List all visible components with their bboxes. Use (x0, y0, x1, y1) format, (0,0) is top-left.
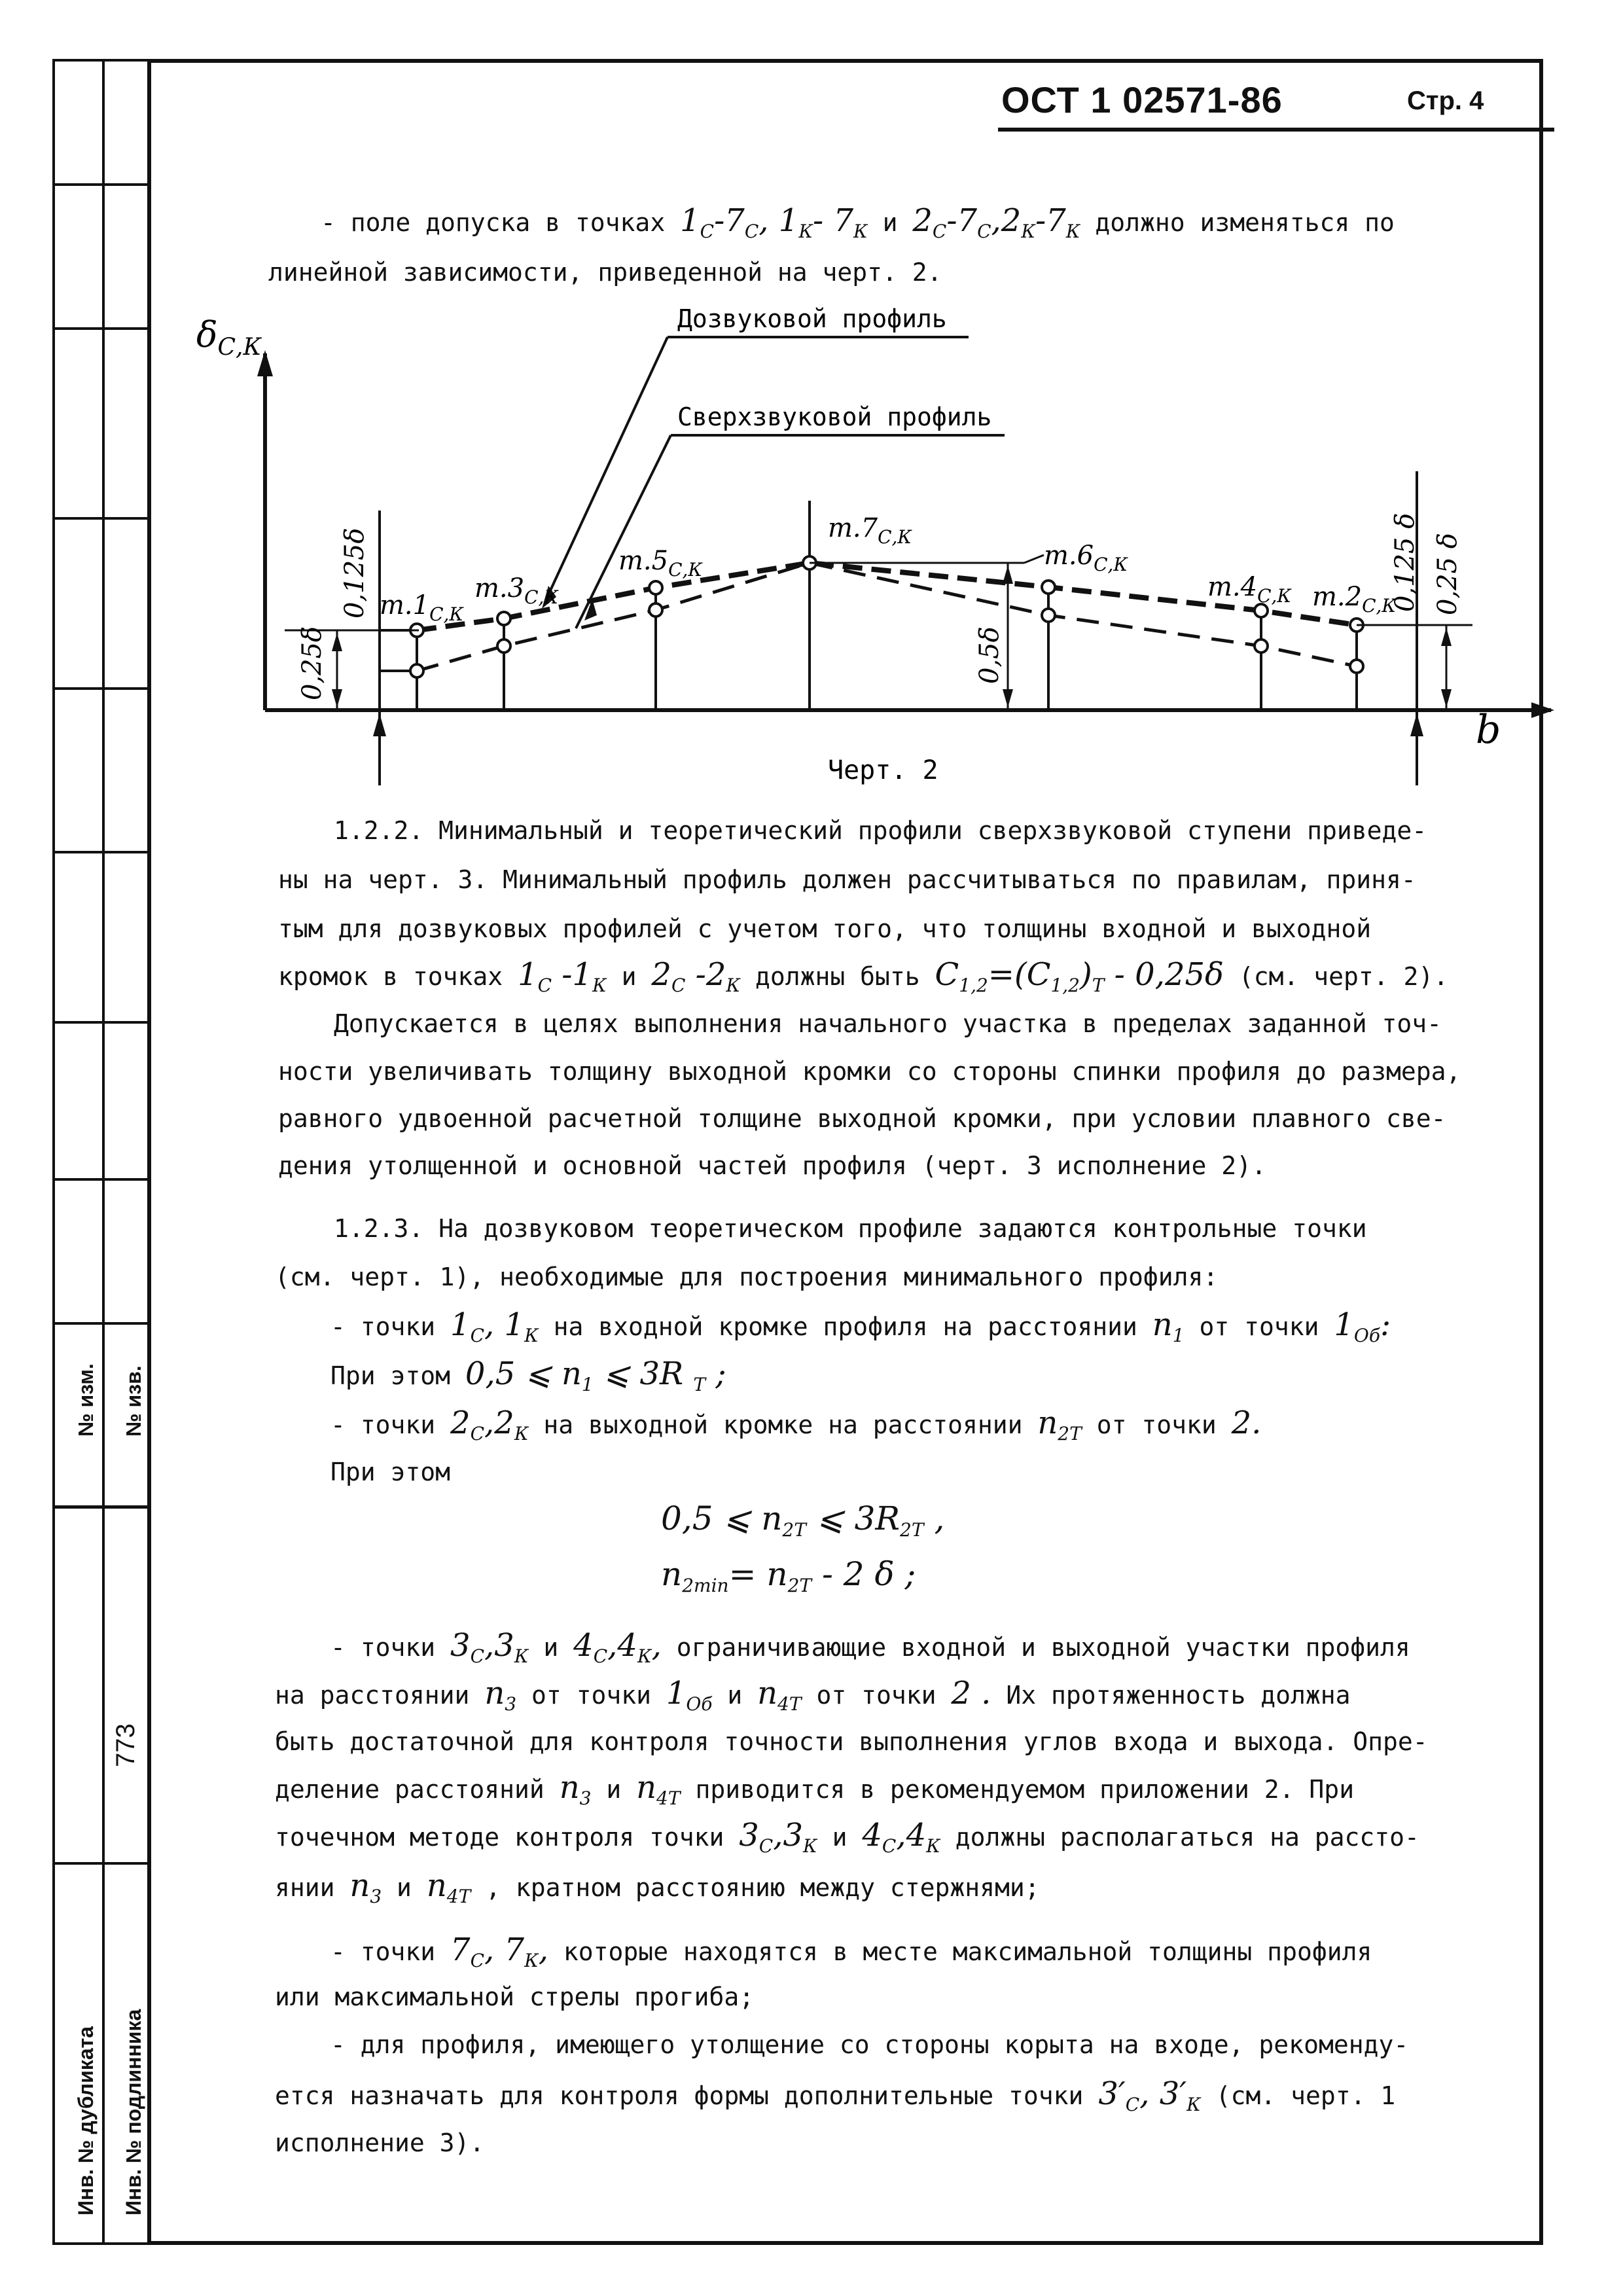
p122-line-7: равного удвоенной расчетной толщине выходной кромки, при условии плавного све- (278, 1104, 1446, 1133)
formula-2: $n_{2min}= n_{2T} - 2$ δ ; (661, 1555, 916, 1596)
x-axis-label: b (1476, 707, 1501, 753)
p123-line-6: При этом (330, 1458, 451, 1486)
label-supersonic-profile: Сверхзвуковой профиль (677, 403, 992, 431)
p123-line-3: - точки $1_С$, $1_К$ на входной кромке профиля на расстоянии $n_1$ от точки $1_{Oб}$: (330, 1306, 1391, 1346)
p122-line-4: кромок в точках $1_С$ $-1_К$ и $2_С$ $-2_К$ должны быть $C_{1,2}=(C_{1,2})_T - 0,25\delta$ (см. черт. 2). (278, 956, 1449, 996)
original-inventory-label: Инв. № подлинника (122, 2009, 145, 2215)
change-number-label: № изм. (74, 1363, 98, 1437)
point-1-label: $т.1_{С,К}$ (380, 590, 464, 625)
p123-line-1: 1.2.3. На дозвуковом теоретическом профиле задаются контрольные точки (334, 1214, 1367, 1243)
p123-line-8: на расстоянии $n_3$ от точки $1_{Oб}$ и $n_{4T}$ от точки 2 . Их протяженность должна (275, 1675, 1351, 1715)
p122-line-8: дения утолщенной и основной частей профиля (черт. 3 исполнение 2). (278, 1151, 1266, 1180)
y-axis-label: $\delta_{С,К}$ (196, 314, 262, 361)
point-7-label: $т.7_{С,К}$ (828, 513, 912, 548)
notice-number-label: № изв. (122, 1365, 145, 1437)
intro-line-2: линейной зависимости, приведенной на черт. 2. (268, 258, 942, 287)
figure-caption: Черт. 2 (828, 755, 938, 785)
page-number: Стр. 4 (1407, 86, 1484, 115)
intro-line-1: - поле допуска в точках $1_С-7_С$, $1_К-$ $7_К$ и $2_С-7_С,2_К-7_К$ должно изменяться по (321, 202, 1395, 242)
point-6-label: $т.6_{С,К}$ (1044, 541, 1128, 575)
margin-divider (52, 1862, 151, 1865)
document-code: ОСТ 1 02571-86 (1001, 79, 1283, 120)
p123-line-17: исполнение 3). (275, 2128, 485, 2157)
p122-line-6: ности увеличивать толщину выходной кромки со стороны спинки профиля до размера, (278, 1057, 1461, 1086)
p123-line-2: (см. черт. 1), необходимые для построения минимального профиля: (275, 1263, 1219, 1291)
p123-line-5: - точки $2_С,2_К$ на выходной кромке на расстоянии $n_{2T}$ от точки 2. (330, 1405, 1262, 1444)
p123-line-13: - точки $7_С$, $7_К$, которые находятся в месте максимальной толщины профиля (330, 1931, 1372, 1971)
p123-line-14: или максимальной стрелы прогиба; (275, 1982, 755, 2011)
dim-0125-right: 0,125 δ (1390, 512, 1420, 612)
p123-line-16: ется назначать для контроля формы дополнительные точки $3'_С$, $3'_К$ (см. черт. 1 (275, 2075, 1396, 2115)
duplicate-inventory-label: Инв. № дубликата (74, 2026, 98, 2215)
original-inventory-number: 773 (111, 1723, 140, 1767)
formula-1: 0,5 ⩽ $n_{2T}$ ⩽ $3R_{2T}$ , (661, 1499, 945, 1541)
point-3-label: $т.3_{С,К}$ (474, 573, 559, 608)
dim-05: 0,5δ (974, 626, 1005, 684)
p122-line-1: 1.2.2. Минимальный и теоретический профили сверхзвуковой ступени приведе- (334, 816, 1427, 845)
dim-025-right: 0,25 δ (1433, 533, 1463, 615)
p123-line-4: При этом 0,5 ⩽ $n_1$ ⩽ 3R $_T$ ; (330, 1355, 726, 1395)
p122-line-2: ны на черт. 3. Минимальный профиль должен рассчитываться по правилам, приня- (278, 865, 1416, 894)
tolerance-chart (0, 0, 1623, 825)
dim-025-left: 0,25δ (297, 626, 327, 700)
point-5-label: $т.5_{С,К}$ (618, 546, 703, 581)
dim-0125-left: 0,125δ (340, 528, 370, 619)
p122-line-3: тым для дозвуковых профилей с учетом того, что толщины входной и выходной (278, 914, 1372, 943)
p123-line-11: точечном методе контроля точки $3_С,3_К$ и $4_С,4_К$ должны располагаться на рассто- (275, 1817, 1419, 1857)
p123-line-12: янии $n_3$ и $n_{4T}$ , кратном расстоянию между стержнями; (275, 1867, 1040, 1907)
p123-line-9: быть достаточной для контроля точности выполнения углов входа и выхода. Опре- (275, 1727, 1428, 1756)
point-2-label: $т.2_{С,К}$ (1312, 582, 1397, 617)
p123-line-15: - для профиля, имеющего утолщение со стороны корыта на входе, рекоменду- (330, 2030, 1409, 2059)
p123-line-7: - точки $3_С,3_К$ и $4_С,4_К$, ограничивающие входной и выходной участки профиля (330, 1627, 1410, 1667)
p122-line-5: Допускается в целях выполнения начального участка в пределах заданной точ- (334, 1009, 1442, 1038)
label-subsonic-profile: Дозвуковой профиль (677, 304, 947, 333)
p123-line-10: деление расстояний $n_3$ и $n_{4T}$ приводится в рекомендуемом приложении 2. При (275, 1769, 1355, 1809)
point-4-label: $т.4_{С,К}$ (1207, 572, 1292, 607)
